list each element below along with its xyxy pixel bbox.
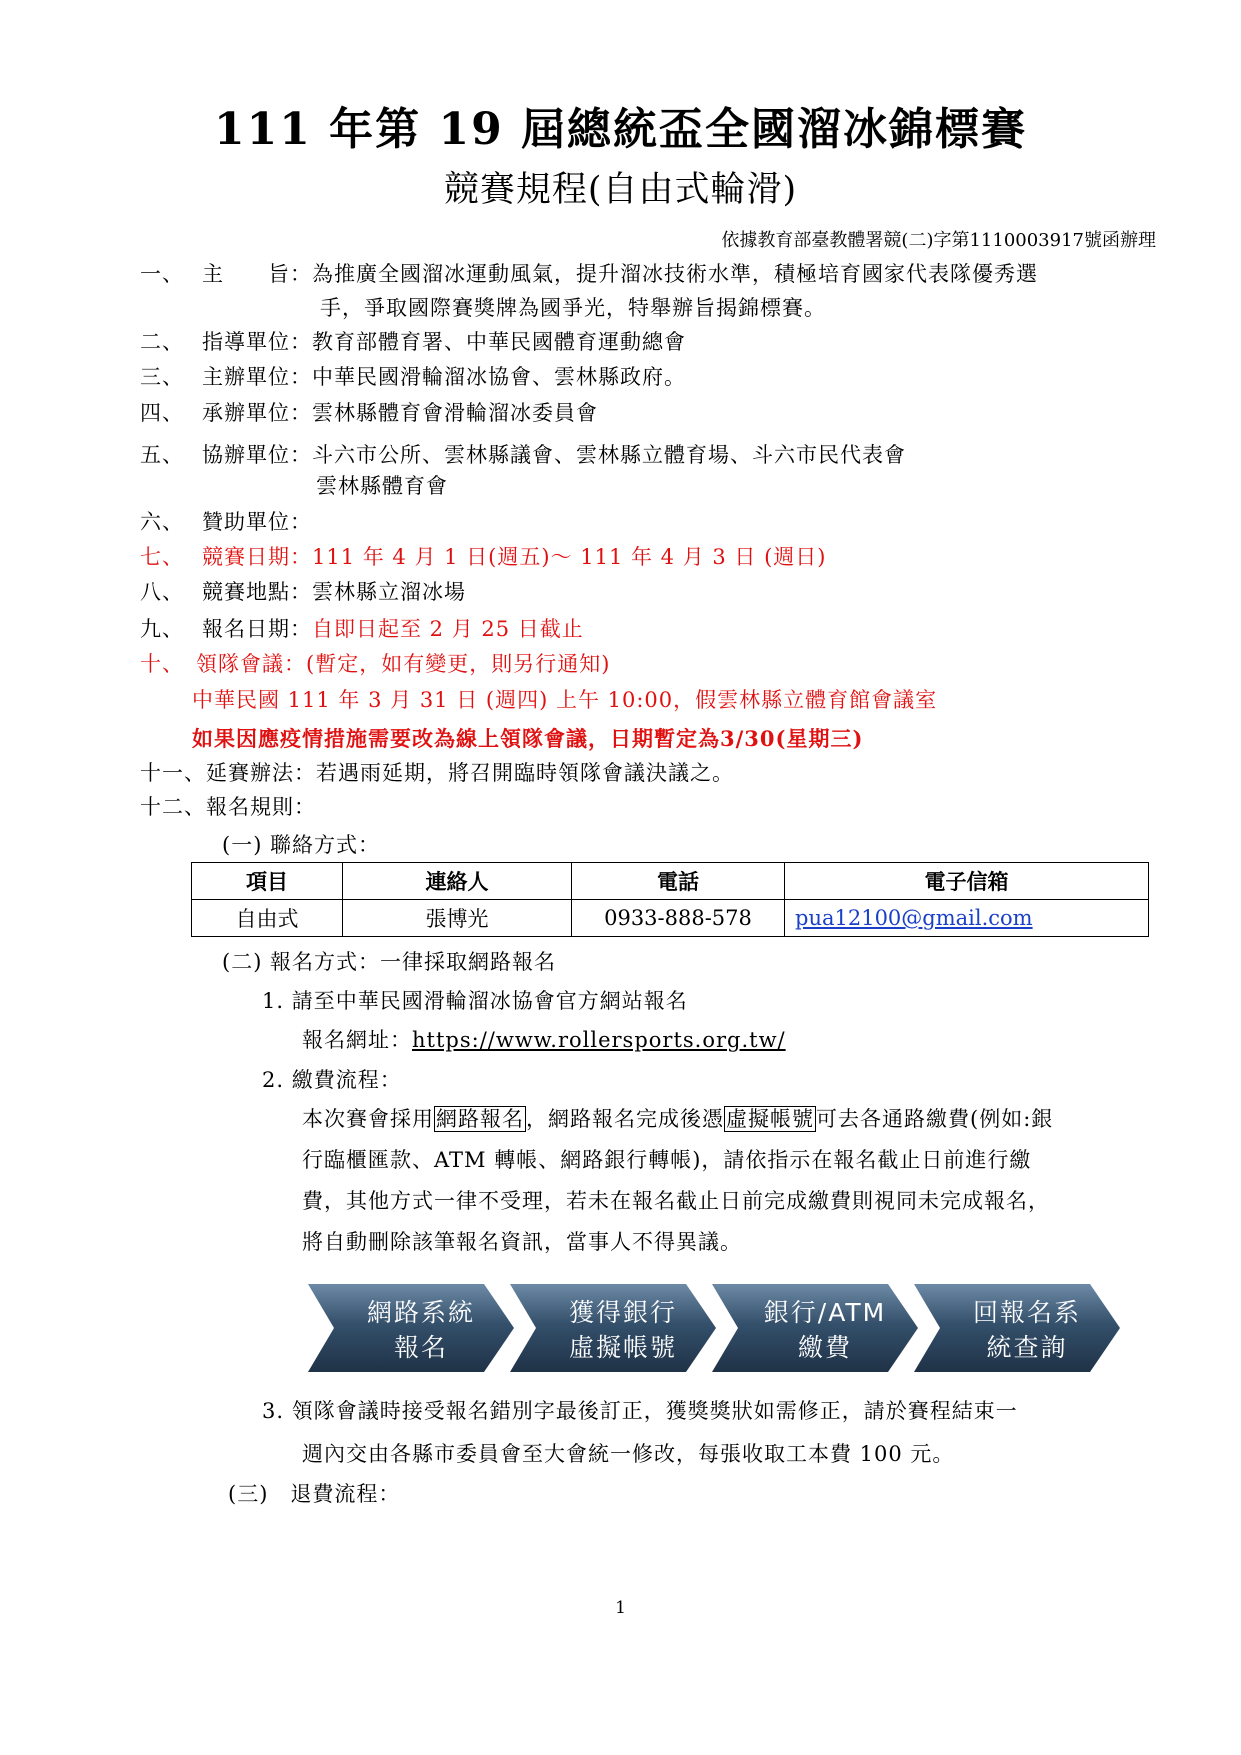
item-10-team-meeting: 十、 領隊會議：(暫定，如有變更，則另行通知) bbox=[140, 652, 611, 676]
table-header: 項目 bbox=[192, 863, 343, 900]
item-5: 五、 協辦單位：斗六市公所、雲林縣議會、雲林縣立體育場、斗六市民代表會 bbox=[140, 443, 906, 467]
table-row bbox=[192, 900, 1149, 937]
item-8: 八、 競賽地點：雲林縣立溜冰場 bbox=[140, 580, 466, 604]
payment-paragraph-line-4: 將自動刪除該筆報名資訊，當事人不得異議。 bbox=[302, 1230, 742, 1254]
item-3: 三、 主辦單位：中華民國滑輪溜冰協會、雲林縣政府。 bbox=[140, 365, 686, 389]
document-subtitle: 競賽規程(自由式輪滑) bbox=[443, 170, 798, 210]
contact-table bbox=[191, 862, 1149, 937]
payment-flow-diagram bbox=[308, 1282, 1128, 1374]
item-6: 六、 贊助單位： bbox=[140, 510, 312, 534]
registration-url-line: 報名網址：https://www.rollersports.org.tw/ bbox=[302, 1028, 786, 1052]
flow-step-2-label: 虛擬帳號 bbox=[568, 1333, 678, 1362]
item-7-competition-date: 七、 競賽日期：111 年 4 月 1 日(週五)～ 111 年 4 月 3 日 (週日) bbox=[140, 545, 827, 569]
table-cell: 自由式 bbox=[192, 900, 343, 937]
table-cell: 張博光 bbox=[343, 900, 572, 937]
table-header: 連絡人 bbox=[343, 863, 572, 900]
document-title: 111 年第 19 屆總統盃全國溜冰錦標賽 bbox=[213, 104, 1028, 155]
registration-url-link[interactable]: https://www.rollersports.org.tw/ bbox=[412, 1028, 786, 1052]
flow-step-1-label: 網路系統 bbox=[366, 1298, 476, 1327]
item-4: 四、 承辦單位：雲林縣體育會滑輪溜冰委員會 bbox=[140, 401, 598, 425]
flow-step-1-label: 報名 bbox=[393, 1333, 449, 1362]
page-number: 1 bbox=[615, 1598, 626, 1618]
item-5-continued: 雲林縣體育會 bbox=[316, 474, 448, 498]
table-cell bbox=[785, 900, 1149, 937]
email-link[interactable]: pua12100@gmail.com bbox=[795, 906, 1033, 930]
item-1-continued: 手，爭取國際賽獎牌為國爭光，特舉辦旨揭錦標賽。 bbox=[320, 296, 826, 320]
registration-heading: (二) 報名方式：一律採取網路報名 bbox=[222, 950, 557, 974]
item-9: 九、 報名日期：自即日起至 2 月 25 日截止 bbox=[140, 617, 584, 641]
payment-paragraph-line-3: 費，其他方式一律不受理，若未在報名截止日前完成繳費則視同未完成報名， bbox=[302, 1189, 1050, 1213]
registration-step-1: 1. 請至中華民國滑輪溜冰協會官方網站報名 bbox=[262, 989, 688, 1013]
registration-step-3-continued: 週內交由各縣市委員會至大會統一修改，每張收取工本費 100 元。 bbox=[302, 1442, 955, 1466]
virtual-account-box: 虛擬帳號 bbox=[726, 1107, 814, 1131]
table-cell: 0933-888-578 bbox=[572, 900, 785, 937]
item-11: 十一、延賽辦法：若遇雨延期，將召開臨時領隊會議決議之。 bbox=[140, 761, 734, 785]
item-2: 二、 指導單位：教育部體育署、中華民國體育運動總會 bbox=[140, 330, 686, 354]
flow-step-3-label: 銀行/ATM bbox=[763, 1298, 887, 1327]
table-header-row bbox=[192, 863, 1149, 900]
item-10-online-note: 如果因應疫情措施需要改為線上領隊會議，日期暫定為3/30(星期三) bbox=[192, 726, 864, 751]
payment-paragraph-line-2: 行臨櫃匯款、ATM 轉帳、網路銀行轉帳)，請依指示在報名截止日前進行繳 bbox=[302, 1148, 1032, 1172]
registration-step-2: 2. 繳費流程： bbox=[262, 1068, 402, 1092]
table-header: 電子信箱 bbox=[785, 863, 1149, 900]
reference-note: 依據教育部臺教體署競(二)字第1110003917號函辦理 bbox=[721, 230, 1156, 251]
flow-step-3-label: 繳費 bbox=[797, 1333, 853, 1362]
online-registration-box: 網路報名 bbox=[436, 1107, 524, 1131]
payment-paragraph-line-1: 本次賽會採用網路報名，網路報名完成後憑虛擬帳號可去各通路繳費(例如:銀 bbox=[302, 1107, 1054, 1131]
item-10-meeting-time: 中華民國 111 年 3 月 31 日 (週四) 上午 10:00，假雲林縣立體育館會議室 bbox=[192, 688, 938, 712]
flow-step-4-label: 回報名系 bbox=[972, 1298, 1082, 1327]
item-12: 十二、報名規則： bbox=[140, 795, 316, 819]
table-header: 電話 bbox=[572, 863, 785, 900]
refund-heading: (三) 退費流程： bbox=[228, 1482, 401, 1506]
flow-step-4-label: 統查詢 bbox=[986, 1333, 1068, 1362]
contact-heading: (一) 聯絡方式： bbox=[222, 833, 381, 857]
item-1: 一、 主 旨：為推廣全國溜冰運動風氣，提升溜冰技術水準，積極培育國家代表隊優秀選 bbox=[140, 262, 1038, 286]
flow-step-2-label: 獲得銀行 bbox=[568, 1298, 678, 1327]
registration-step-3: 3. 領隊會議時接受報名錯別字最後訂正，獲獎獎狀如需修正，請於賽程結束一 bbox=[262, 1399, 1018, 1423]
